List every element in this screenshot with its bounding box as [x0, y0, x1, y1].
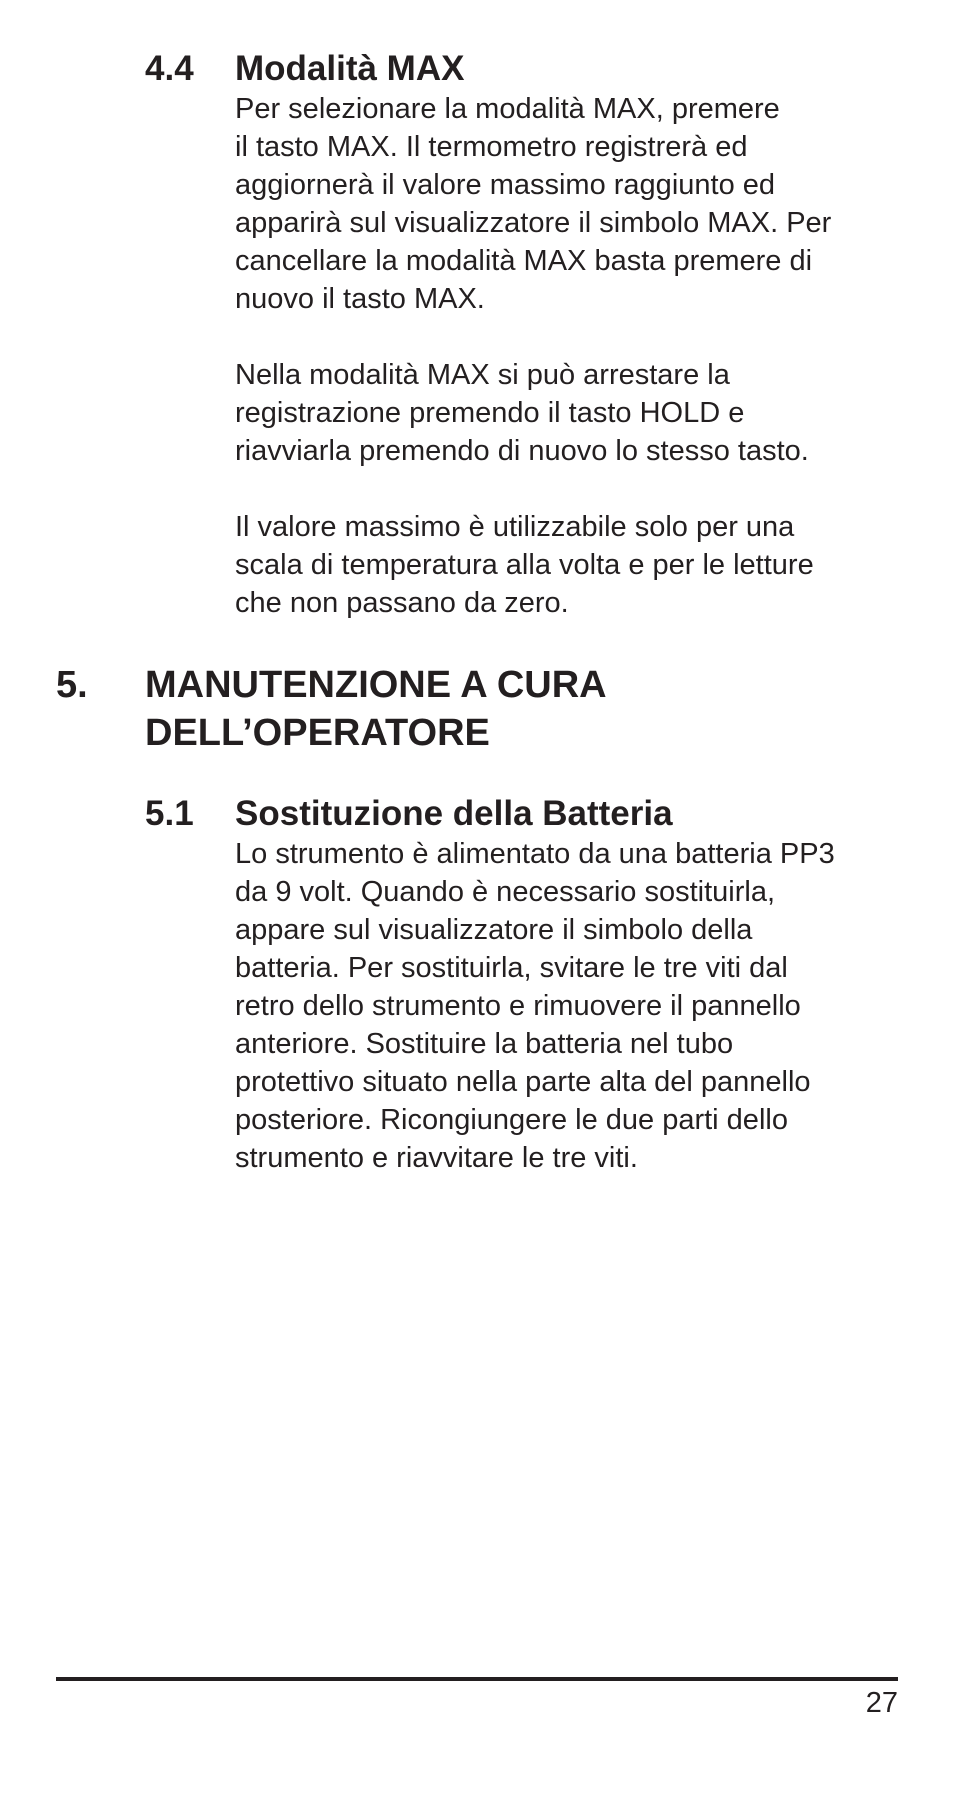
text-line: protettivo situato nella parte alta del pannello [235, 1066, 811, 1098]
text-line: scala di temperatura alla volta e per le letture [235, 549, 814, 581]
section-4-4-paragraph-3 [235, 508, 895, 622]
text-line: anteriore. Sostituire la batteria nel tubo [235, 1028, 734, 1060]
text-line: cancellare la modalità MAX basta premere di [235, 245, 813, 277]
text-line: appare sul visualizzatore il simbolo della [235, 914, 753, 946]
text-line: apparirà sul visualizzatore il simbolo MAX. Per [235, 207, 832, 239]
chapter-number: 5. [56, 664, 88, 706]
text-line: Il valore massimo è utilizzabile solo per una [235, 511, 795, 543]
section-4-4-paragraph-2 [235, 356, 895, 470]
section-number: 4.4 [145, 49, 194, 88]
chapter-title: MANUTENZIONE A CURA [145, 664, 607, 706]
text-line: Per selezionare la modalità MAX, premere [235, 93, 780, 125]
text-line: Nella modalità MAX si può arrestare la [235, 359, 730, 391]
text-line: batteria. Per sostituirla, svitare le tre viti dal [235, 952, 788, 984]
text-line: riavviarla premendo di nuovo lo stesso tasto. [235, 435, 809, 467]
section-number: 5.1 [145, 794, 194, 833]
section-title: Modalità MAX [235, 49, 465, 88]
section-title: Sostituzione della Batteria [235, 794, 673, 833]
section-4-4-paragraph-1 [235, 90, 895, 318]
footer-divider [56, 1677, 898, 1681]
page-number: 27 [865, 1687, 898, 1719]
text-line: che non passano da zero. [235, 587, 569, 619]
text-line: strumento e riavvitare le tre viti. [235, 1142, 638, 1174]
text-line: aggiornerà il valore massimo raggiunto ed [235, 169, 776, 201]
text-line: posteriore. Ricongiungere le due parti dello [235, 1104, 788, 1136]
text-line: registrazione premendo il tasto HOLD e [235, 397, 745, 429]
chapter-title: DELL’OPERATORE [145, 712, 490, 754]
text-line: retro dello strumento e rimuovere il pannello [235, 990, 801, 1022]
text-line: nuovo il tasto MAX. [235, 283, 485, 315]
text-line: da 9 volt. Quando è necessario sostituirla, [235, 876, 776, 908]
text-line: Lo strumento è alimentato da una batteria PP3 [235, 838, 835, 870]
text-line: il tasto MAX. Il termometro registrerà ed [235, 131, 748, 163]
section-5-1-paragraph [235, 835, 895, 1177]
